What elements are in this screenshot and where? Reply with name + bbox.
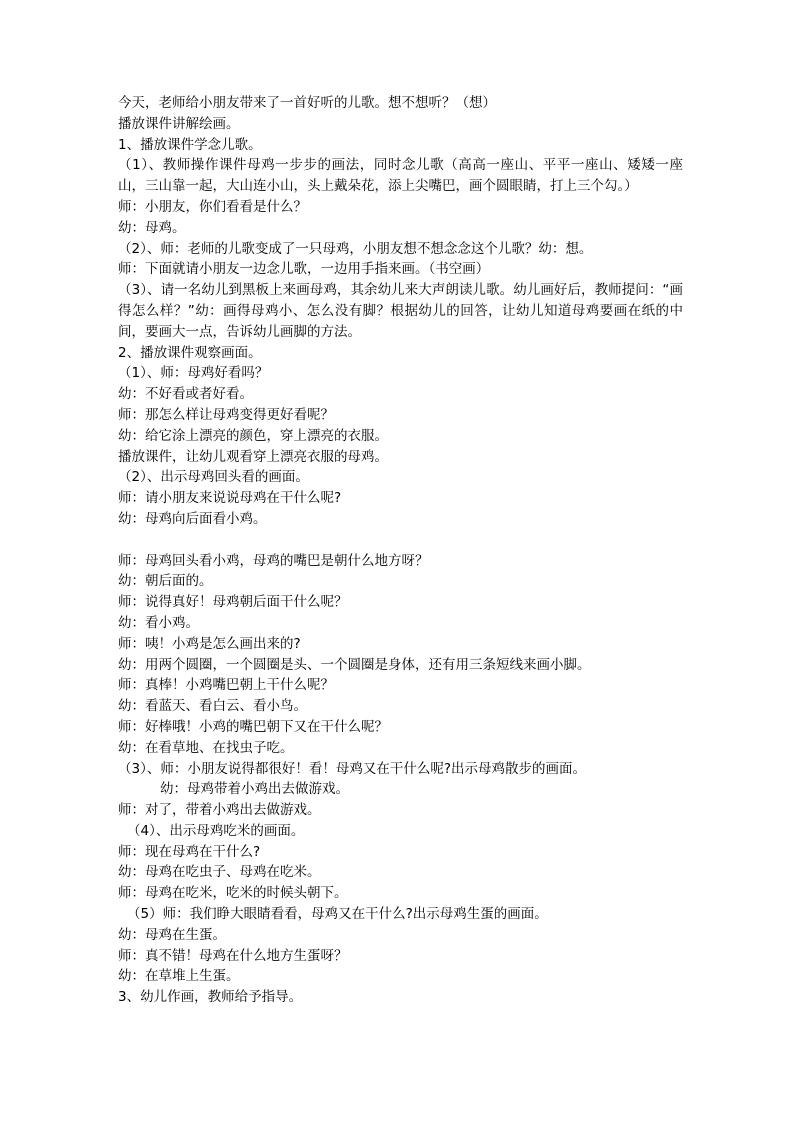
dialogue-line: 师：那怎么样让母鸡变得更好看呢？ [118,406,334,423]
dialogue-line: 幼：在看草地、在找虫子吃。 [118,739,294,756]
section-heading-1: 1、播放课件学念儿歌。 [118,136,262,153]
paragraph-line: （1）、教师操作课件母鸡一步步的画法，同时念儿歌（高高一座山、平平一座山、矮矮一座山，三山靠一起，大山连小山，头上戴朵花，添上尖嘴巴，画个圆眼睛，打上三个勾。） [118,157,683,195]
dialogue-line: 幼：母鸡在生蛋。 [118,926,226,943]
dialogue-line: 师：好棒哦！小鸡的嘴巴朝下又在干什么呢？ [118,718,388,735]
dialogue-line: 师：母鸡在吃米，吃米的时候头朝下。 [118,885,348,902]
dialogue-line: 师：真不错！母鸡在什么地方生蛋呀？ [118,947,348,964]
dialogue-line: 幼：母鸡向后面看小鸡。 [118,510,267,527]
paragraph-line: （5）师：我们睁大眼睛看看，母鸡又在干什么?出示母鸡生蛋的画面。 [127,906,548,923]
dialogue-line: 师：现在母鸡在干什么? [118,843,261,860]
paragraph-line: （3）、请一名幼儿到黑板上来画母鸡，其余幼儿来大声朗读儿歌。幼儿画好后，教师提问：“画得怎么样？”幼：画得母鸡小、怎么没有脚？根据幼儿的回答，让幼儿知道母鸡要画在纸的中间，要画大一点，告诉幼儿画脚的方法。 [118,282,683,340]
dialogue-line: 师：小朋友，你们看看是什么？ [118,198,307,215]
dialogue-line: 师：下面就请小朋友一边念儿歌，一边用手指来画。（书空画） [118,261,490,278]
dialogue-line: 师：请小朋友来说说母鸡在干什么呢? [118,490,342,507]
paragraph-line: （1）、师：母鸡好看吗？ [118,365,269,382]
dialogue-line: 师：咦！小鸡是怎么画出来的? [118,635,301,652]
section-heading-2: 2、播放课件观察画面。 [118,344,262,361]
dialogue-line: 幼：不好看或者好看。 [118,386,253,403]
paragraph-line: （2）、师：老师的儿歌变成了一只母鸡，小朋友想不想念念这个儿歌？幼：想。 [118,240,593,257]
paragraph-line: （3）、师：小朋友说得都很好！看！母鸡又在干什么呢?出示母鸡散步的画面。 [118,760,587,777]
dialogue-line: 幼：给它涂上漂亮的颜色，穿上漂亮的衣服。 [118,427,388,444]
dialogue-line: 师：母鸡回头看小鸡，母鸡的嘴巴是朝什么地方呀？ [118,552,429,569]
paragraph-line: （2）、出示母鸡回头看的画面。 [118,469,309,486]
document-body [118,93,683,1008]
dialogue-line: 幼：母鸡带着小鸡出去做游戏。 [160,781,349,798]
dialogue-line: 幼：看小鸡。 [118,614,199,631]
paragraph-line: （4）、出示母鸡吃米的画面。 [127,822,305,839]
intro-line: 今天，老师给小朋友带来了一首好听的儿歌。想不想听？（想） [118,95,496,111]
dialogue-line: 幼：母鸡在吃虫子、母鸡在吃米。 [118,864,321,881]
dialogue-line: 师：真棒！小鸡嘴巴朝上干什么呢？ [118,677,334,694]
blank-line [118,530,683,551]
dialogue-line: 师：说得真好！母鸡朝后面干什么呢？ [118,594,348,611]
paragraph-line: 播放课件讲解绘画。 [118,115,240,132]
dialogue-line: 幼：用两个圆圈，一个圆圈是头、一个圆圈是身体，还有用三条短线来画小脚。 [118,656,591,673]
section-heading-3: 3、幼儿作画，教师给予指导。 [118,989,303,1006]
dialogue-line: 幼：朝后面的。 [118,573,213,590]
dialogue-line: 幼：母鸡。 [118,219,186,236]
dialogue-line: 师：对了，带着小鸡出去做游戏。 [118,802,321,819]
dialogue-line: 幼：在草堆上生蛋。 [118,968,240,985]
dialogue-line: 幼：看蓝天、看白云、看小鸟。 [118,698,307,715]
paragraph-line: 播放课件，让幼儿观看穿上漂亮衣服的母鸡。 [118,448,388,465]
